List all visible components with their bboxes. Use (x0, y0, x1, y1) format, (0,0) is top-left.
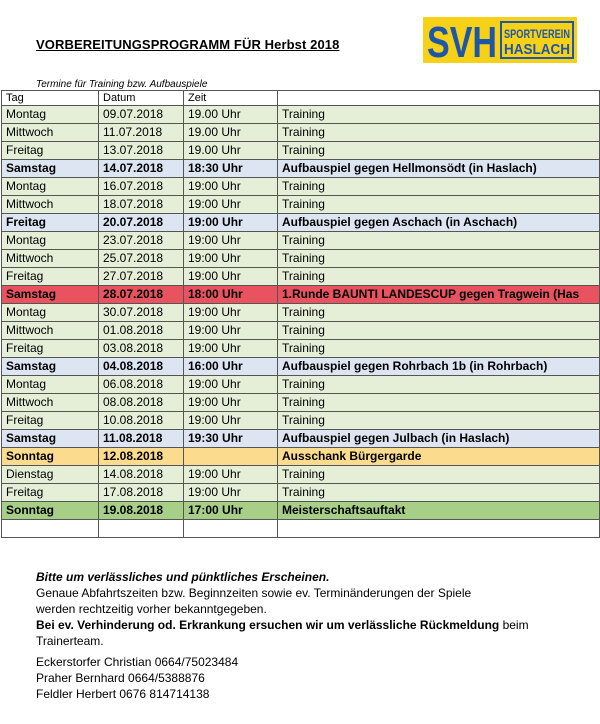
cell-day: Montag (2, 178, 99, 196)
cell-day: Montag (2, 106, 99, 124)
cell-day (2, 520, 99, 538)
cell-time: 19.00 Uhr (184, 124, 278, 142)
cell-date: 14.07.2018 (99, 160, 184, 178)
table-row (2, 322, 600, 340)
cell-activity: Aufbauspiel gegen Rohrbach 1b (in Rohrbach) (278, 358, 600, 376)
cell-activity: Training (278, 412, 600, 430)
cell-activity: Aufbauspiel gegen Julbach (in Haslach) (278, 430, 600, 448)
table-header-row (2, 91, 600, 106)
cell-date: 04.08.2018 (99, 358, 184, 376)
cell-time: 17:00 Uhr (184, 502, 278, 520)
cell-time: 18:30 Uhr (184, 160, 278, 178)
cell-time: 19:00 Uhr (184, 466, 278, 484)
table-row (2, 394, 600, 412)
cell-date: 06.08.2018 (99, 376, 184, 394)
notes-line4: Trainerteam. (36, 634, 104, 648)
cell-day: Mittwoch (2, 322, 99, 340)
cell-date: 08.08.2018 (99, 394, 184, 412)
cell-day: Samstag (2, 430, 99, 448)
table-row (2, 142, 600, 160)
cell-activity: Training (278, 178, 600, 196)
notes-line2: werden rechtzeitig vorher bekanntgegeben. (36, 602, 267, 616)
cell-day: Freitag (2, 214, 99, 232)
cell-date: 12.08.2018 (99, 448, 184, 466)
cell-time: 19:00 Uhr (184, 178, 278, 196)
table-row (2, 358, 600, 376)
table-row (2, 124, 600, 142)
cell-activity: Training (278, 304, 600, 322)
cell-date (99, 520, 184, 538)
cell-day: Mittwoch (2, 394, 99, 412)
table-row (2, 250, 600, 268)
cell-day: Montag (2, 304, 99, 322)
cell-day: Samstag (2, 358, 99, 376)
cell-time: 16:00 Uhr (184, 358, 278, 376)
schedule-table (1, 90, 600, 538)
cell-day: Mittwoch (2, 124, 99, 142)
header-tag: Tag (2, 91, 99, 106)
cell-day: Montag (2, 376, 99, 394)
cell-activity: Training (278, 340, 600, 358)
cell-time: 19:00 Uhr (184, 232, 278, 250)
header-zeit: Zeit (184, 91, 278, 106)
cell-time: 19:00 Uhr (184, 196, 278, 214)
cell-activity: Training (278, 322, 600, 340)
cell-day: Sonntag (2, 448, 99, 466)
notes-block (36, 569, 529, 649)
cell-day: Freitag (2, 412, 99, 430)
table-row (2, 448, 600, 466)
table-row (2, 178, 600, 196)
cell-date: 28.07.2018 (99, 286, 184, 304)
cell-time: 19:00 Uhr (184, 322, 278, 340)
cell-time: 19:00 Uhr (184, 340, 278, 358)
cell-activity: Aufbauspiel gegen Aschach (in Aschach) (278, 214, 600, 232)
logo-line1: SPORTVEREIN (504, 27, 570, 41)
cell-day: Freitag (2, 340, 99, 358)
cell-date: 27.07.2018 (99, 268, 184, 286)
contact-1: Eckerstorfer Christian 0664/75023484 (36, 655, 239, 669)
cell-time: 19:00 Uhr (184, 304, 278, 322)
cell-day: Dienstag (2, 466, 99, 484)
table-row (2, 466, 600, 484)
contact-3: Feldler Herbert 0676 814714138 (36, 687, 210, 701)
cell-time: 19:00 Uhr (184, 394, 278, 412)
cell-time: 19:00 Uhr (184, 484, 278, 502)
cell-activity: Ausschank Bürgergarde (278, 448, 600, 466)
notes-tail: beim (499, 618, 529, 632)
cell-date: 14.08.2018 (99, 466, 184, 484)
table-row (2, 214, 600, 232)
cell-day: Sonntag (2, 502, 99, 520)
notes-bold: Bei ev. Verhinderung od. Erkrankung ersuchen wir um verlässliche Rückmeldung (36, 618, 500, 632)
cell-day: Montag (2, 232, 99, 250)
cell-date: 17.08.2018 (99, 484, 184, 502)
notes-lead: Bitte um verlässliches und pünktliches Erscheinen. (36, 570, 330, 584)
cell-date: 19.08.2018 (99, 502, 184, 520)
cell-date: 30.07.2018 (99, 304, 184, 322)
table-row (2, 430, 600, 448)
contacts-block (36, 654, 238, 702)
cell-date: 11.08.2018 (99, 430, 184, 448)
table-row (2, 286, 600, 304)
cell-date: 10.08.2018 (99, 412, 184, 430)
table-row (2, 340, 600, 358)
cell-activity: Training (278, 196, 600, 214)
cell-date: 09.07.2018 (99, 106, 184, 124)
cell-day: Samstag (2, 286, 99, 304)
cell-date: 01.08.2018 (99, 322, 184, 340)
cell-day: Freitag (2, 484, 99, 502)
header-datum: Datum (99, 91, 184, 106)
cell-time: 19.00 Uhr (184, 142, 278, 160)
cell-activity: Training (278, 394, 600, 412)
table-row (2, 232, 600, 250)
cell-date: 16.07.2018 (99, 178, 184, 196)
cell-date: 18.07.2018 (99, 196, 184, 214)
cell-day: Freitag (2, 268, 99, 286)
cell-date: 25.07.2018 (99, 250, 184, 268)
cell-date: 03.08.2018 (99, 340, 184, 358)
cell-activity: Training (278, 142, 600, 160)
cell-time: 18:00 Uhr (184, 286, 278, 304)
cell-activity: Aufbauspiel gegen Hellmonsödt (in Haslach) (278, 160, 600, 178)
cell-time: 19:00 Uhr (184, 214, 278, 232)
cell-time (184, 520, 278, 538)
cell-day: Samstag (2, 160, 99, 178)
cell-activity: Training (278, 484, 600, 502)
table-row (2, 520, 600, 538)
cell-date: 11.07.2018 (99, 124, 184, 142)
contact-2: Praher Bernhard 0664/5388876 (36, 671, 205, 685)
table-row (2, 502, 600, 520)
cell-time: 19:00 Uhr (184, 268, 278, 286)
cell-day: Mittwoch (2, 250, 99, 268)
cell-time: 19:00 Uhr (184, 376, 278, 394)
logo-letters: SVH (427, 18, 497, 67)
table-row (2, 484, 600, 502)
cell-activity: Training (278, 232, 600, 250)
cell-day: Mittwoch (2, 196, 99, 214)
cell-activity: Training (278, 466, 600, 484)
cell-time: 19:00 Uhr (184, 250, 278, 268)
table-caption: Termine für Training bzw. Aufbauspiele (36, 79, 208, 90)
table-row (2, 196, 600, 214)
table-row (2, 160, 600, 178)
table-row (2, 304, 600, 322)
cell-time: 19.00 Uhr (184, 106, 278, 124)
logo-line2: HASLACH (504, 41, 570, 58)
cell-date: 20.07.2018 (99, 214, 184, 232)
cell-activity: 1.Runde BAUNTI LANDESCUP gegen Tragwein (Has (278, 286, 600, 304)
cell-date: 13.07.2018 (99, 142, 184, 160)
cell-date: 23.07.2018 (99, 232, 184, 250)
notes-line3 (36, 617, 529, 633)
table-row (2, 268, 600, 286)
header-info (278, 91, 600, 106)
table-row (2, 412, 600, 430)
cell-activity: Training (278, 124, 600, 142)
cell-activity: Meisterschaftsauftakt (278, 502, 600, 520)
svh-logo (423, 17, 577, 67)
cell-activity: Training (278, 268, 600, 286)
cell-time (184, 448, 278, 466)
cell-activity (278, 520, 600, 538)
notes-line1: Genaue Abfahrtszeiten bzw. Beginnzeiten sowie ev. Terminänderungen der Spiele (36, 586, 472, 600)
cell-time: 19:30 Uhr (184, 430, 278, 448)
cell-activity: Training (278, 376, 600, 394)
table-row (2, 106, 600, 124)
cell-day: Freitag (2, 142, 99, 160)
page-title: VORBEREITUNGSPROGRAMM FÜR Herbst 2018 (36, 37, 340, 52)
table-row (2, 376, 600, 394)
cell-activity: Training (278, 250, 600, 268)
cell-activity: Training (278, 106, 600, 124)
cell-time: 19:00 Uhr (184, 412, 278, 430)
